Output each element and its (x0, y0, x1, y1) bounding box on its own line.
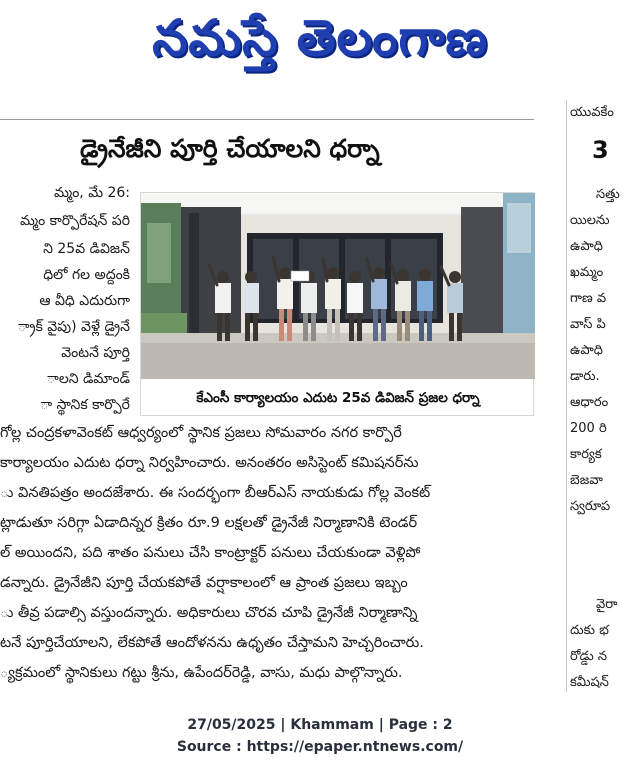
body-line-5: ల్ అయిందని, పది శాతం పనులు చేసి కాంట్రాక్టర్ పనులు చేయకుండా వెళ్లిపో (0, 545, 421, 561)
adjacent-line-15: వైరా (596, 597, 618, 612)
body-line-9: ్యక్రమంలో స్థానికులు గట్టు శ్రీను, ఉపేందర్‌రెడ్డి, వాసు, మధు పాల్గొన్నారు. (0, 665, 403, 681)
body-line-8: టనే పూర్తిచేయాలని, లేకపోతే ఆందోళనను ఉధృతం చేస్తామని హెచ్చరించారు. (0, 635, 424, 651)
body-snippet-9: ా స్థానిక కార్పొరే (40, 397, 130, 413)
body-line-4: ట్లాడుతూ సరిగ్గా ఏడాదిన్నర క్రితం రూ.9 లక్షలతో డ్రైనేజీ నిర్మాణానికి టెండర్ (0, 515, 418, 531)
headline-rule (0, 119, 534, 120)
photo-caption: కేఎంసీ కార్యాలయం ఎదుట 25వ డివిజన్ ప్రజల ధర్నా (196, 390, 480, 406)
body-snippet-7: వెంటనే పూర్తి (61, 345, 130, 361)
adjacent-line-8: డారు. (570, 369, 600, 384)
adjacent-line-10: 200 రి (570, 421, 607, 436)
body-snippet-6: ్రాక్ వైపు) వెళ్లే డ్రైనే (17, 319, 130, 335)
body-snippet-2: మ్మం కార్పొరేషన్ పరి (19, 213, 130, 229)
body-line-1: గోల్ల చంద్రకళావెంకట్ ఆధ్వర్యంలో స్థానిక ప్రజలు సోమవారం నగర కార్పొరే (0, 425, 402, 441)
date-edition-page: 27/05/2025 | Khammam | Page : 2 (187, 717, 453, 733)
article-photo (140, 192, 534, 416)
body-snippet-8: ాలని డిమాండ్ (47, 371, 130, 387)
adjacent-line-6: వాస్ పి (570, 317, 606, 332)
article-clipping (0, 96, 640, 696)
column-divider (566, 100, 567, 692)
adjacent-line-4: ఖమ్మం (570, 265, 604, 280)
source-footer (0, 714, 640, 762)
body-snippet-5: ఆ వీధి ఎదురుగా (39, 293, 130, 309)
adjacent-line-5: గాణ వ (570, 291, 607, 306)
body-snippet-4: ధిలో గల అద్దంకి (43, 267, 130, 283)
protest-photo-illustration (141, 193, 535, 379)
adjacent-line-12: బెజవా (570, 473, 603, 488)
body-line-6: డన్నారు. డ్రైనేజీని పూర్తి చేయకపోతే వర్షాకాలంలో ఆ ప్రాంత ప్రజలు ఇబ్బం (0, 575, 408, 591)
adjacent-line-1: సత్తు (596, 187, 620, 202)
adjacent-line-11: కార్యక (570, 447, 602, 462)
body-snippet-3: ని 25వ డివిజన్ (43, 241, 130, 257)
adjacent-line-9: ఆధారం (570, 395, 609, 410)
masthead (0, 0, 640, 88)
newspaper-logo: నమస్తే తెలంగాణ (152, 8, 488, 67)
adjacent-line-16: దుకు భ (570, 623, 609, 638)
main-column (0, 96, 566, 696)
adjacent-line-17: రోడ్డు న (570, 649, 607, 664)
adjacent-line-2: యిలను (570, 213, 610, 228)
adjacent-line-7: ఉపాధి (570, 343, 603, 358)
body-snippet-1: మ్మం, మే 26: (54, 185, 130, 201)
body-line-7: ు తీవ్ర పడాల్సి వస్తుందన్నారు. అధికారులు చొరవ చూపి డ్రైనేజీ నిర్మాణాన్ని (0, 605, 418, 621)
adjacent-headline: 3 (592, 136, 609, 164)
adjacent-line-13: స్వరూప (570, 499, 611, 514)
article-headline: డ్రైనేజీని పూర్తి చేయాలని ధర్నా (80, 134, 380, 163)
adjacent-line-18: కమీషన్ (570, 675, 609, 690)
adjacent-line-3: ఉపాధి (570, 239, 603, 254)
adjacent-article-column (570, 96, 640, 696)
body-line-3: ు వినతిపత్రం అందజేశారు. ఈ సందర్భంగా బీఆర్ఎస్ నాయకుడు గోల్ల వెంకట్ (0, 485, 431, 501)
body-line-2: కార్యాలయం ఎదుట ధర్నా నిర్వహించారు. అనంతరం అసిస్టెంట్ కమిషనర్‌ను (0, 455, 419, 471)
source-url: Source : https://epaper.ntnews.com/ (176, 739, 464, 755)
adjacent-top-line: యువకేం (570, 105, 614, 120)
